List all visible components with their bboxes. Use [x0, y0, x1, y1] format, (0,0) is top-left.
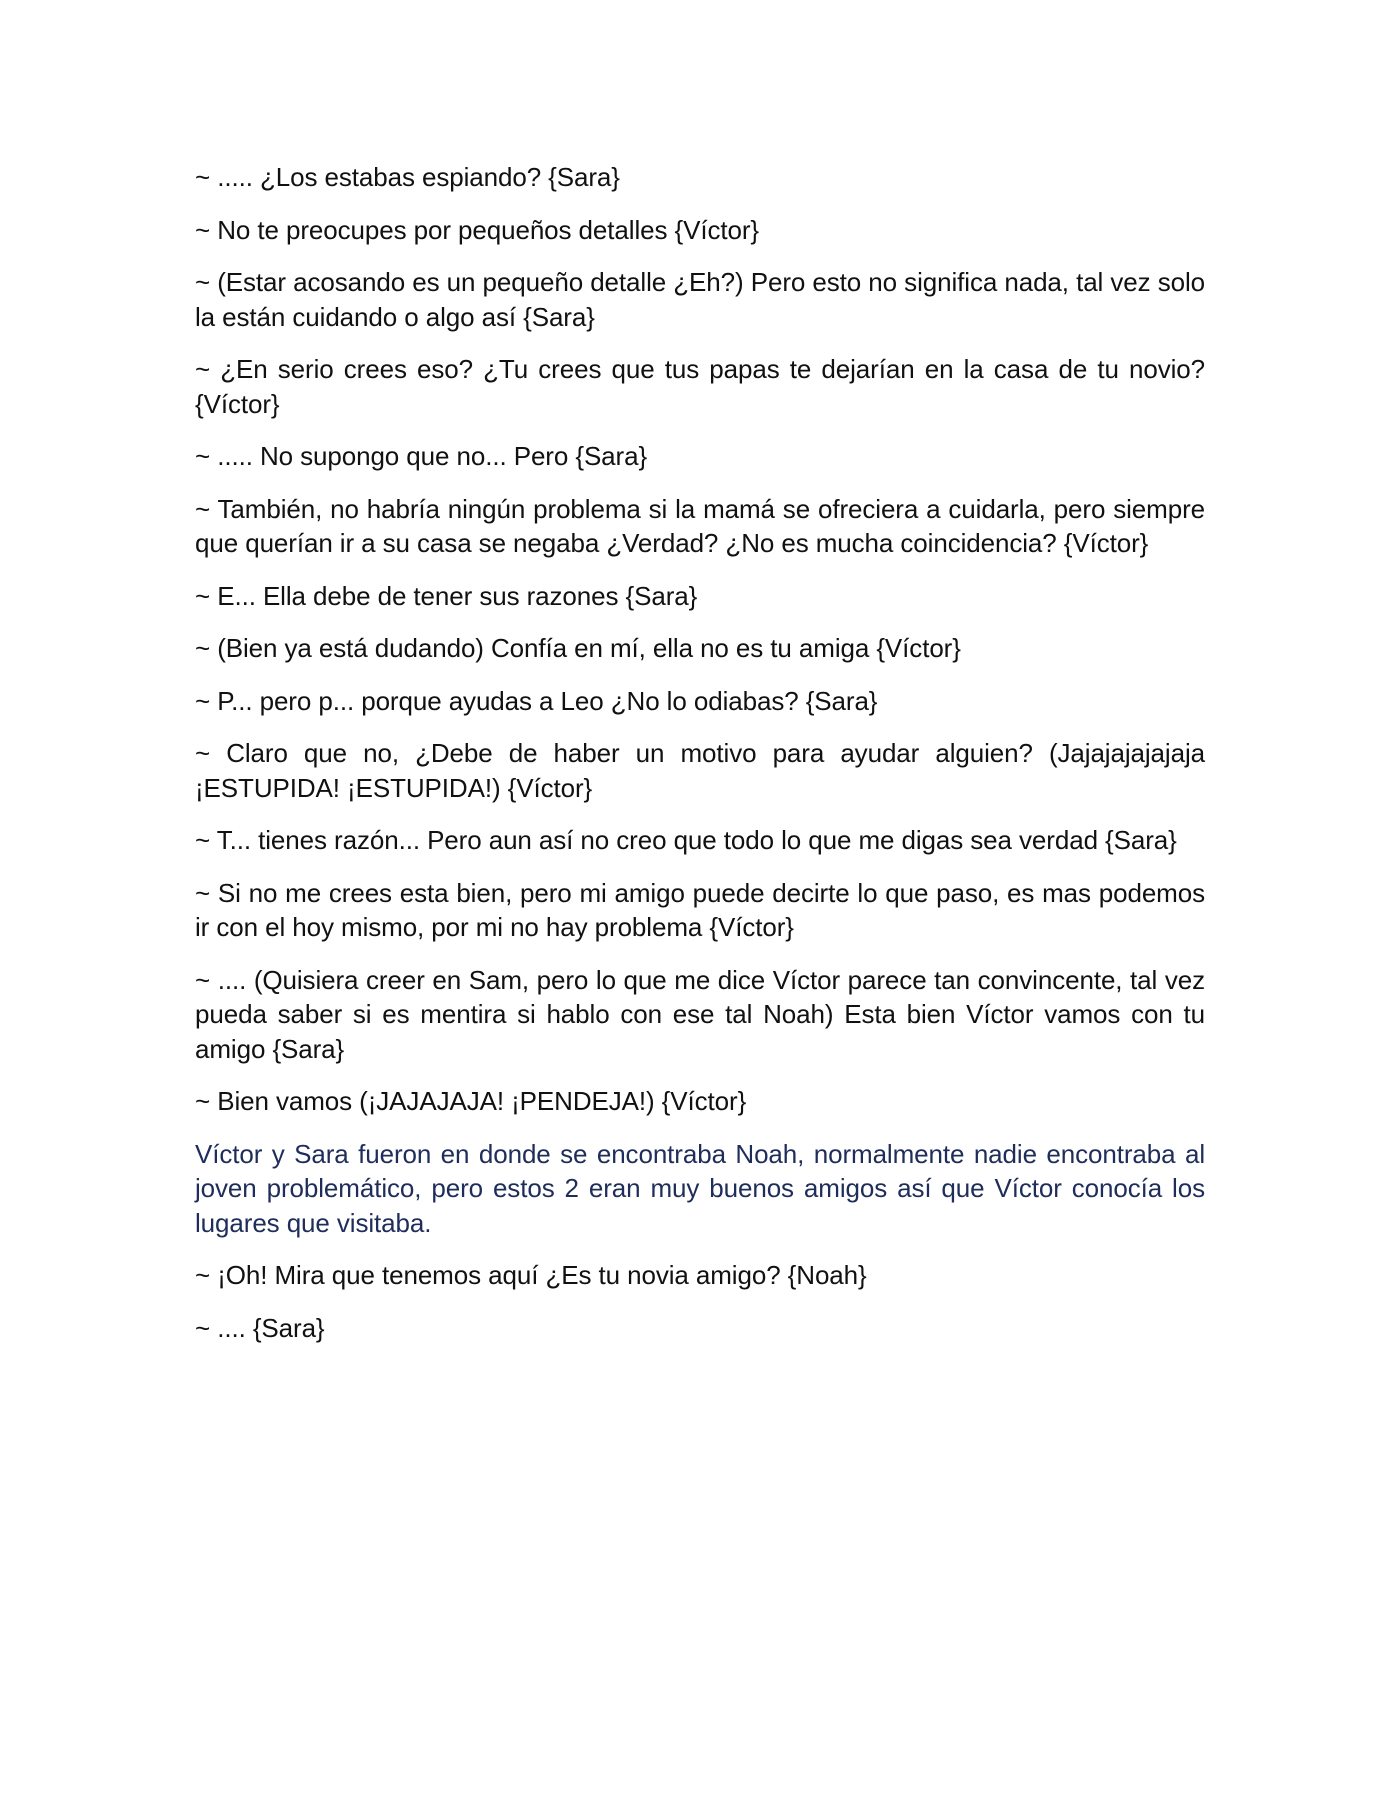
narration-paragraph: Víctor y Sara fueron en donde se encontraba Noah, normalmente nadie encontraba al joven problemático, pero estos 2 eran muy buenos amigos así que Víctor conocía los lugares que visitaba.	[195, 1138, 1205, 1238]
paragraph-14: ~ Bien vamos (¡JAJAJAJA! ¡PENDEJA!) {Víctor}	[195, 1086, 747, 1116]
paragraph-8: ~ (Bien ya está dudando) Confía en mí, ella no es tu amiga {Víctor}	[195, 633, 961, 663]
paragraph-17: ~ .... {Sara}	[195, 1312, 325, 1343]
paragraph-3: ~ (Estar acosando es un pequeño detalle ¿Eh?) Pero esto no significa nada, tal vez solo la están cuidando o algo así {Sara}	[195, 267, 1205, 332]
paragraph-10: ~ Claro que no, ¿Debe de haber un motivo para ayudar alguien? (Jajajajajajaja ¡ESTUPIDA! ¡ESTUPIDA!) {Víctor}	[195, 738, 1205, 803]
paragraph-1: ~ ..... ¿Los estabas espiando? {Sara}	[195, 162, 620, 192]
document-body	[195, 160, 1205, 1363]
paragraph-6: ~ También, no habría ningún problema si la mamá se ofreciera a cuidarla, pero siempre que querían ir a su casa se negaba ¿Verdad? ¿No es mucha coincidencia? {Víctor}	[195, 493, 1205, 558]
paragraph-11: ~ T... tienes razón... Pero aun así no creo que todo lo que me digas sea verdad {Sara}	[195, 825, 1177, 855]
paragraph-13: ~ .... (Quisiera creer en Sam, pero lo que me dice Víctor parece tan convincente, tal vez pueda saber si es mentira si hablo con ese tal Noah) Esta bien Víctor vamos con tu amigo {Sara}	[195, 964, 1205, 1064]
paragraph-4: ~ ¿En serio crees eso? ¿Tu crees que tus papas te dejarían en la casa de tu novio? {Víctor}	[195, 354, 1205, 419]
paragraph-2: ~ No te preocupes por pequeños detalles {Víctor}	[195, 214, 759, 245]
paragraph-16: ~ ¡Oh! Mira que tenemos aquí ¿Es tu novia amigo? {Noah}	[195, 1260, 867, 1290]
paragraph-5: ~ ..... No supongo que no... Pero {Sara}	[195, 441, 648, 471]
paragraph-9: ~ P... pero p... porque ayudas a Leo ¿No lo odiabas? {Sara}	[195, 685, 878, 716]
paragraph-12: ~ Si no me crees esta bien, pero mi amigo puede decirte lo que paso, es mas podemos ir con el hoy mismo, por mi no hay problema {Víctor}	[195, 877, 1205, 942]
paragraph-7: ~ E... Ella debe de tener sus razones {Sara}	[195, 580, 698, 611]
